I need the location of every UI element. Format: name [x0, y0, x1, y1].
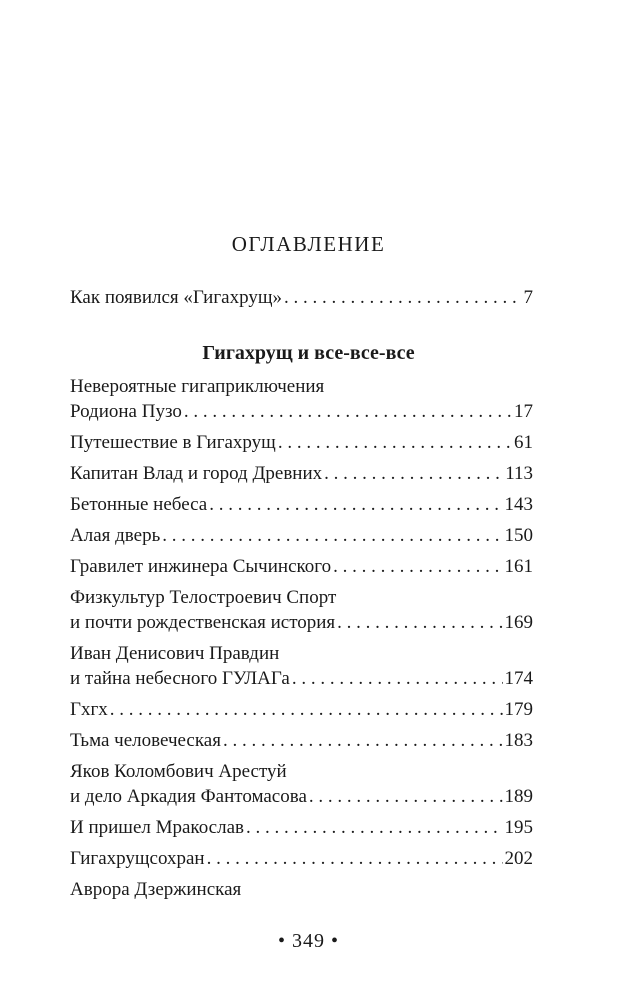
entry-page: 61 [514, 432, 533, 453]
dot-leader [292, 666, 503, 691]
dot-leader [246, 815, 503, 840]
toc-entry-intro[interactable] [70, 287, 533, 309]
dot-leader [324, 461, 503, 486]
toc-entry[interactable] [70, 877, 533, 902]
toc-entry[interactable] [70, 585, 533, 635]
toc-entry[interactable] [70, 697, 533, 722]
toc-list [70, 374, 533, 908]
toc-entry[interactable] [70, 554, 533, 579]
dot-leader [284, 287, 522, 309]
entry-page: 174 [504, 668, 533, 689]
toc-entry[interactable] [70, 728, 533, 753]
toc-entry[interactable] [70, 641, 533, 691]
dot-leader [337, 610, 502, 635]
dot-leader [162, 523, 502, 548]
dot-leader [223, 728, 503, 753]
toc-entry[interactable] [70, 815, 533, 840]
entry-page: 143 [504, 494, 533, 515]
entry-page: 183 [504, 730, 533, 751]
dot-leader [333, 554, 502, 579]
entry-page: 195 [504, 817, 533, 838]
entry-title: Бетонные небеса [70, 494, 208, 515]
toc-entry[interactable] [70, 461, 533, 486]
entry-page: 150 [504, 525, 533, 546]
entry-page: 17 [514, 401, 533, 422]
dot-leader [309, 784, 503, 809]
entry-page: 202 [504, 848, 533, 869]
entry-title: Как появился «Гигахрущ» [70, 287, 282, 308]
entry-page: 169 [504, 612, 533, 633]
toc-entry[interactable] [70, 523, 533, 548]
entry-title: Алая дверь [70, 525, 161, 546]
page-number: • 349 • [277, 930, 339, 952]
entry-title: Тьма человеческая [70, 730, 221, 751]
dot-leader [278, 430, 512, 455]
entry-title: Гхгх [70, 699, 108, 720]
entry-title: Физкультур Телостроевич Спорт [70, 587, 337, 608]
toc-entry[interactable] [70, 374, 533, 424]
entry-title: И пришел Мракослав [70, 817, 244, 838]
toc-entry[interactable] [70, 846, 533, 871]
entry-title: Яков Коломбович Арестуй [70, 761, 287, 782]
entry-title: Гравилет инжинера Сычинского [70, 556, 332, 577]
entry-page: 113 [505, 463, 533, 484]
entry-title: Невероятные гигаприключения [70, 376, 325, 397]
entry-title: Иван Денисович Правдин [70, 643, 280, 664]
toc-entry[interactable] [70, 430, 533, 455]
toc-entry[interactable] [70, 492, 533, 517]
toc-entry[interactable] [70, 759, 533, 809]
entry-title: Гигахрущсохран [70, 848, 205, 869]
dot-leader [207, 846, 503, 871]
entry-title: и тайна небесного ГУЛАГа [70, 668, 290, 689]
entry-title: и дело Аркадия Фантомасова [70, 786, 307, 807]
entry-page: 161 [504, 556, 533, 577]
entry-title: Аврора Дзержинская [70, 879, 242, 900]
dot-leader [110, 697, 503, 722]
entry-title: Родиона Пузо [70, 401, 182, 422]
entry-page: 179 [504, 699, 533, 720]
dot-leader [184, 399, 512, 424]
dot-leader [209, 492, 502, 517]
toc-title: ОГЛАВЛЕНИЕ [231, 232, 386, 256]
entry-page: 7 [523, 287, 533, 308]
section-heading: Гигахрущ и все-все-все [202, 342, 415, 364]
entry-page: 189 [504, 786, 533, 807]
entry-title: и почти рождественская история [70, 612, 336, 633]
entry-title: Путешествие в Гигахрущ [70, 432, 276, 453]
entry-title: Капитан Влад и город Древних [70, 463, 323, 484]
